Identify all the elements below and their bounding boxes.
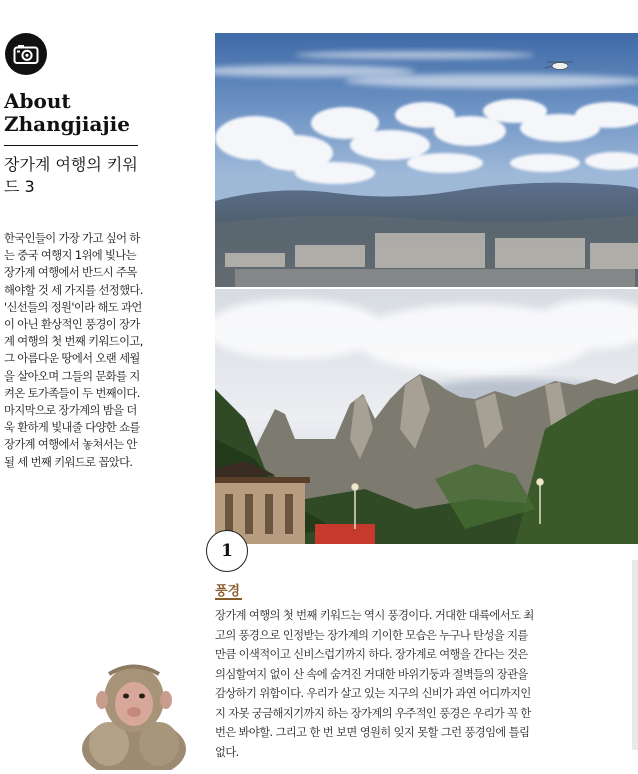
camera-icon [13, 43, 39, 65]
monkey-photo [74, 654, 194, 770]
camera-badge [5, 33, 47, 75]
photo-city-view [215, 33, 638, 287]
section-heading-underline [215, 598, 242, 600]
intro-paragraph: 한국인들이 가장 가고 싶어 하는 중국 여행지 1위에 빛나는 장가계 여행에서 반드시 주목해야할 것 세 가지를 선정했다. '신선들의 정원'이라 해도 과언이 아닌 환상적인 풍경이 장가계 여행의 첫 번째 키워드이고, 그 아름다운 땅에서 오랜 세월을 살아오며 그들의 문화를 지켜온 토가족들이 두 번째이다. 마지막으로 장가계의 밤을 더욱 환하게 빛내줄 다양한 쇼를 장가계 여행에서 놓쳐서는 안 될 세 번째 키워드로 꼽았다. [4, 232, 143, 469]
photo-mountain-peaks [215, 289, 638, 544]
section-body-text: 장가계 여행의 첫 번째 키워드는 역시 풍경이다. 거대한 대륙에서도 최고의 풍경으로 인정받는 장가계의 기이한 모습은 누구나 탄성을 지를 만큼 이색적이고 신비스럽기까지 하다. 장가계로 여행을 간다는 것은 의심할여지 없이 산 속에 숨겨진 거대한 바위기둥과 절벽들의 장관을 감상하기 위함이다. 우리가 살고 있는 지구의 신비가 과연 어디까지인지 자못 궁금해지기까지 하는 장가계의 우주적인 풍경은 우리가 꼭 한 번은 봐야할. 그리고 한 번 보면 영원히 잊지 못할 그런 풍경임에 틀림없다. [215, 609, 534, 759]
section-heading: 풍경 [215, 584, 241, 599]
page-edge-strip [632, 560, 638, 750]
page-title: About Zhangjiajie [4, 89, 130, 136]
page-subtitle: 장가계 여행의 키워드 3 [4, 155, 138, 196]
title-divider [4, 145, 138, 146]
section-number-badge: 1 [206, 530, 248, 572]
